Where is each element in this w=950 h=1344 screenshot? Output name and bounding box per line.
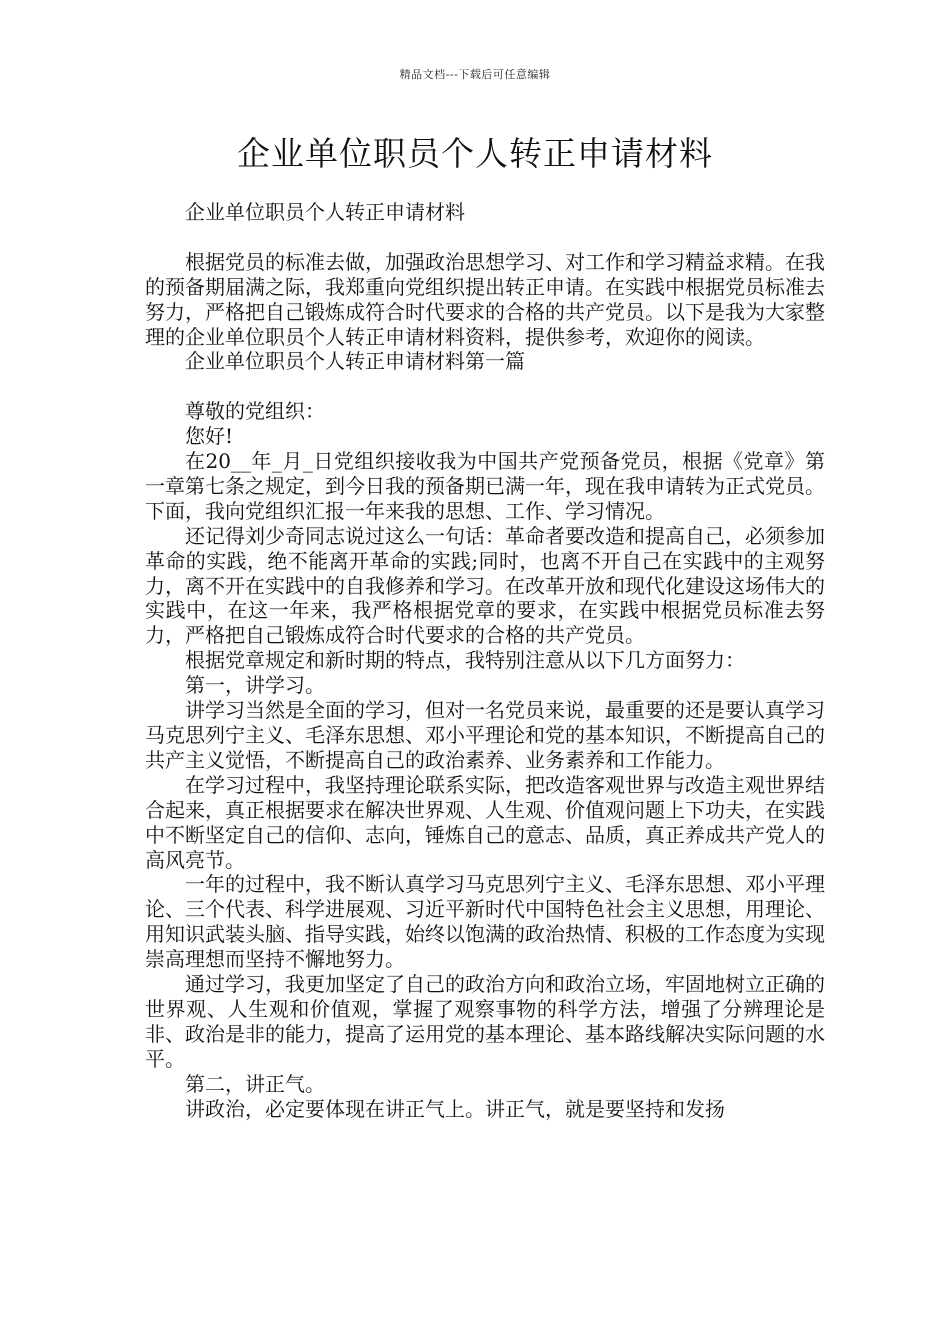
body-paragraph: 一年的过程中，我不断认真学习马克思列宁主义、毛泽东思想、邓小平理论、三个代表、科学进展观、习近平新时代中国特色社会主义思想，用理论、用知识武装头脑、指导实践，始终以饱满的政治热情、积极的工作态度为实现崇高理想而坚持不懈地努力。 [145,872,825,972]
body-paragraph: 根据党章规定和新时期的特点，我特别注意从以下几方面努力： [185,648,745,673]
point-heading-paragraph: 第一，讲学习。 [185,673,325,698]
header-note: 精品文档---下载后可任意编辑 [399,68,551,81]
point-heading-paragraph: 第二，讲正气。 [185,1071,325,1096]
salutation-paragraph: 尊敬的党组织： [185,399,325,424]
body-paragraph: 在20__年_月_日党组织接收我为中国共产党预备党员，根据《党章》第一章第七条之规定，到今日我的预备期已满一年，现在我申请转为正式党员。下面，我向党组织汇报一年来我的思想、工作、学习情况。 [145,449,825,523]
blank-line [145,225,825,250]
body-paragraph: 还记得刘少奇同志说过这么一句话：革命者要改造和提高自己，必须参加革命的实践，绝不能离开革命的实践;同时，也离不开自己在实践中的主观努力，离不开在实践中的自我修养和学习。在改革开放和现代化建设这场伟大的实践中，在这一年来，我严格根据党章的要求，在实践中根据党员标准去努力，严格把自己锻炼成符合时代要求的合格的共产党员。 [145,523,825,648]
document-body [145,200,825,1122]
greeting-paragraph: 您好! [185,424,234,449]
document-title: 企业单位职员个人转正申请材料 [237,134,713,173]
body-paragraph: 讲学习当然是全面的学习，但对一名党员来说，最重要的还是要认真学习马克思列宁主义、毛泽东思想、邓小平理论和党的基本知识，不断提高自己的共产主义觉悟，不断提高自己的政治素养、业务素养和工作能力。 [145,698,825,772]
body-paragraph: 讲政治，必定要体现在讲正气上。讲正气，就是要坚持和发扬 [185,1096,725,1121]
body-paragraph: 通过学习，我更加坚定了自己的政治方向和政治立场，牢固地树立正确的世界观、人生观和价值观，掌握了观察事物的科学方法，增强了分辨理论是非、政治是非的能力，提高了运用党的基本理论、基本路线解决实际问题的水平。 [145,972,825,1071]
intro-paragraph: 根据党员的标准去做，加强政治思想学习、对工作和学习精益求精。在我的预备期届满之际，我郑重向党组织提出转正申请。在实践中根据党员标准去努力，严格把自己锻炼成符合时代要求的合格的共产党员。以下是我为大家整理的企业单位职员个人转正申请材料资料，提供参考，欢迎你的阅读。 [145,249,825,349]
body-paragraph: 在学习过程中，我坚持理论联系实际，把改造客观世界与改造主观世界结合起来，真正根据要求在解决世界观、人生观、价值观问题上下功夫，在实践中不断坚定自己的信仰、志向，锤炼自己的意志、品质，真正养成共产党人的高风亮节。 [145,772,825,872]
section-heading-paragraph: 企业单位职员个人转正申请材料第一篇 [185,349,525,374]
blank-line [145,374,825,399]
subtitle-paragraph: 企业单位职员个人转正申请材料 [185,200,465,224]
